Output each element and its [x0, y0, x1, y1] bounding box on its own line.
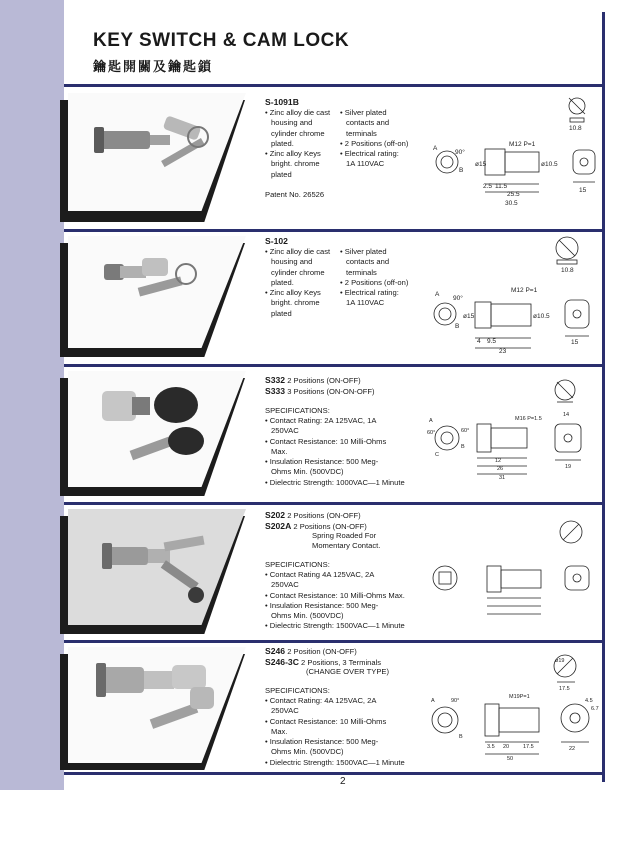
spec-item: • Contact Resistance: 10 Milli-Ohms Max. [265, 590, 405, 600]
spec-item: • Dielectric Strength: 1500VAC—1 Minute [265, 621, 405, 631]
dim-label: 14 [563, 412, 570, 418]
product-note [312, 531, 380, 552]
dim-label: 22 [569, 746, 576, 752]
feature-item: housing and [271, 257, 313, 267]
dim-label: A [429, 418, 433, 424]
product-desc: 2 Positions, 3 Terminals [301, 658, 382, 667]
dim-label: A [433, 145, 438, 152]
feature-text: Zinc alloy Keys [269, 149, 321, 159]
product-features-right [340, 108, 408, 170]
feature-item: 1A 110VAC [346, 159, 385, 169]
spec-item: 250VAC [271, 426, 299, 436]
dim-label: 30.5 [505, 200, 518, 207]
page-number: 2 [340, 776, 346, 787]
product-code: S202 [265, 510, 286, 520]
dim-label: 31 [499, 475, 506, 481]
product-desc: 2 Positions (ON-OFF) [287, 511, 361, 520]
feature-item: cylinder chrome [271, 267, 325, 277]
dim-label: 60° [461, 428, 470, 434]
product-features-left [265, 108, 330, 180]
product-features-left [265, 247, 330, 319]
feature-item: terminals [346, 128, 377, 138]
product-photo [68, 93, 246, 211]
dim-label: 15 [579, 187, 587, 194]
spec-text: Contact Rating 4A 125VAC, 2A [269, 570, 375, 579]
product-features-right [340, 247, 408, 309]
spec-item: • Insulation Resistance: 500 Meg- [265, 600, 379, 610]
spec-list [265, 416, 405, 488]
spec-item: Max. [271, 726, 288, 736]
dim-label: B [455, 323, 460, 330]
dim-label: 12 [495, 458, 502, 464]
dim-label: B [459, 167, 464, 174]
page-subtitle: 鑰匙開關及鑰匙鎖 [93, 59, 214, 74]
dim-label: B [461, 444, 465, 450]
feature-text: Electrical rating: [344, 149, 399, 159]
spec-item: 250VAC [271, 706, 299, 716]
feature-item: contacts and [346, 118, 390, 128]
product-photo [68, 509, 246, 625]
product-desc: 2 Position (ON-OFF) [287, 647, 357, 656]
spec-item: • Contact Rating: 4A 125VAC, 2A [265, 696, 377, 705]
model-line [265, 386, 375, 397]
technical-drawing [425, 232, 605, 356]
dim-label: 20 [503, 744, 510, 750]
dim-label: 3.5 [487, 744, 495, 750]
feature-item: • Silver plated [340, 108, 387, 117]
product-code: S332 [265, 375, 286, 385]
feature-item: plated. [271, 138, 294, 148]
dim-label: 4.5 [585, 698, 593, 704]
dim-label: 6.7 [591, 706, 599, 712]
spec-title: SPECIFICATIONS: [265, 686, 330, 695]
spec-text: Contact Resistance: 10 Milli-Ohms Max. [269, 590, 405, 600]
spec-item: • Insulation Resistance: 500 Meg- [265, 457, 379, 467]
dim-label: 10.8 [569, 125, 582, 132]
dim-label: 15 [571, 339, 579, 346]
dim-label: M12 P=1 [511, 287, 538, 294]
feature-text: Zinc alloy die cast [269, 247, 331, 256]
spec-text: Contact Rating: 2A 125VAC, 1A [269, 416, 377, 425]
dim-label: ø15 [463, 313, 475, 320]
spec-item: 250VAC [271, 580, 299, 590]
technical-drawing [425, 92, 605, 210]
divider-band [64, 364, 602, 367]
dim-label: A [431, 698, 435, 704]
patent-number: Patent No. 26526 [265, 190, 325, 199]
dim-label: C [435, 452, 439, 458]
feature-text: Zinc alloy die cast [269, 108, 331, 117]
model-line [265, 510, 361, 521]
model-line [265, 646, 357, 657]
spec-item: Ohms Min. (500VDC) [271, 611, 344, 621]
dim-label: M19P=1 [509, 694, 530, 700]
feature-item: plated [271, 308, 292, 318]
note-line: Momentary Contact. [312, 541, 381, 551]
dim-label: 90° [453, 295, 463, 302]
feature-text: Electrical rating: [344, 288, 399, 298]
product-photo [68, 371, 246, 487]
dim-label: 90° [451, 698, 460, 704]
feature-item: • 2 Positions (off-on) [340, 138, 409, 148]
spec-text: Dielectric Strength: 1500VAC—1 Minute [269, 621, 405, 631]
spec-text: Contact Resistance: 10 Milli-Ohms [269, 436, 387, 446]
dim-label: 23 [499, 348, 507, 355]
feature-item: • Zinc alloy die cast [265, 108, 331, 117]
product-photo [68, 647, 246, 763]
product-code: S333 [265, 386, 286, 396]
spec-item: Max. [271, 446, 288, 456]
technical-drawing [425, 372, 605, 482]
spec-text: Insulation Resistance: 500 Meg- [269, 600, 379, 610]
product-note: (CHANGE OVER TYPE) [306, 667, 389, 676]
dim-label: ø19 [555, 658, 565, 664]
dim-label: 26 [497, 466, 504, 472]
technical-drawing [425, 646, 605, 768]
spec-item: Ohms Min. (500VDC) [271, 467, 344, 477]
dim-label: 11.5 [495, 183, 508, 190]
spec-text: Dielectric Strength: 1500VAC—1 Minute [269, 757, 405, 767]
dim-label: 17.5 [559, 686, 570, 692]
feature-item: plated [271, 169, 292, 179]
technical-drawing [425, 512, 605, 622]
dim-label: 50 [507, 756, 514, 762]
product-code: S-102 [265, 236, 288, 246]
dim-label: 90° [455, 149, 465, 156]
feature-text: Silver plated [344, 247, 387, 256]
dim-label: 60° [427, 430, 436, 436]
feature-text: Zinc alloy Keys [269, 288, 321, 298]
spec-item: • Contact Resistance: 10 Milli-Ohms [265, 436, 387, 446]
feature-item: plated. [271, 277, 294, 287]
feature-item: 1A 110VAC [346, 298, 385, 308]
dim-label: 19 [565, 464, 572, 470]
feature-item: • Zinc alloy Keys [265, 149, 321, 159]
spec-item: • Dielectric Strength: 1500VAC—1 Minute [265, 757, 405, 767]
product-code: S-1091B [265, 97, 299, 107]
feature-item: contacts and [346, 257, 390, 267]
spec-text: Contact Resistance: 10 Milli-Ohms [269, 716, 387, 726]
spec-item: • Contact Rating 4A 125VAC, 2A [265, 570, 375, 579]
feature-text: 2 Positions (off-on) [344, 138, 409, 148]
spec-text: Dielectric Strength: 1000VAC—1 Minute [269, 477, 405, 487]
feature-item: terminals [346, 267, 377, 277]
dim-label: 10.8 [561, 267, 574, 274]
feature-text: Silver plated [344, 108, 387, 117]
dim-label: B [459, 734, 463, 740]
feature-item: • Electrical rating: [340, 149, 399, 159]
spec-text: Insulation Resistance: 500 Meg- [269, 737, 379, 747]
dim-label: A [435, 291, 440, 298]
divider-band [64, 640, 602, 643]
spec-item: • Contact Resistance: 10 Milli-Ohms [265, 716, 387, 726]
dim-label: ø15 [475, 161, 487, 168]
feature-item: • Silver plated [340, 247, 387, 256]
spec-text: Insulation Resistance: 500 Meg- [269, 457, 379, 467]
feature-item: • Zinc alloy die cast [265, 247, 331, 256]
feature-item: • Zinc alloy Keys [265, 288, 321, 298]
feature-item: bright. chrome [271, 298, 320, 308]
spec-item: • Contact Rating: 2A 125VAC, 1A [265, 416, 377, 425]
product-photo [68, 236, 246, 348]
model-line [265, 375, 361, 386]
dim-label: 25.5 [507, 191, 520, 198]
dim-label: 4 [477, 338, 481, 345]
feature-item: • Electrical rating: [340, 288, 399, 298]
page-title: KEY SWITCH & CAM LOCK [93, 30, 350, 51]
divider-band [64, 772, 602, 775]
dim-label: 17.5 [523, 744, 534, 750]
dim-label: ø10.5 [533, 313, 550, 320]
spec-list [265, 570, 405, 632]
feature-item: cylinder chrome [271, 128, 325, 138]
note-line: Spring Roaded For [312, 531, 377, 540]
product-code: S246-3C [265, 657, 299, 667]
product-code: S246 [265, 646, 286, 656]
product-desc: 2 Positions (ON-OFF) [287, 376, 361, 385]
dim-label: 2.5 [483, 183, 493, 190]
spec-item: • Dielectric Strength: 1000VAC—1 Minute [265, 477, 405, 487]
feature-item: • 2 Positions (off-on) [340, 277, 409, 287]
dim-label: ø10.5 [541, 161, 558, 168]
spec-title: SPECIFICATIONS: [265, 560, 330, 569]
spec-item: Ohms Min. (500VDC) [271, 747, 344, 757]
dim-label: 9.5 [487, 338, 497, 345]
spec-item: • Insulation Resistance: 500 Meg- [265, 737, 379, 747]
feature-text: 2 Positions (off-on) [344, 277, 409, 287]
product-desc: 3 Positions (ON-ON-OFF) [287, 387, 375, 396]
divider-band [64, 84, 602, 87]
product-desc: 2 Positions (ON-OFF) [293, 522, 367, 531]
dim-label: M12 P=1 [509, 141, 536, 148]
spec-list [265, 696, 405, 768]
feature-item: bright. chrome [271, 159, 320, 169]
feature-item: housing and [271, 118, 313, 128]
spec-title: SPECIFICATIONS: [265, 406, 330, 415]
dim-label: M16 P=1.5 [515, 416, 542, 422]
divider-band [64, 502, 602, 505]
sidebar-stripe [0, 0, 64, 790]
product-code: S202A [265, 521, 292, 531]
spec-text: Contact Rating: 4A 125VAC, 2A [269, 696, 377, 705]
